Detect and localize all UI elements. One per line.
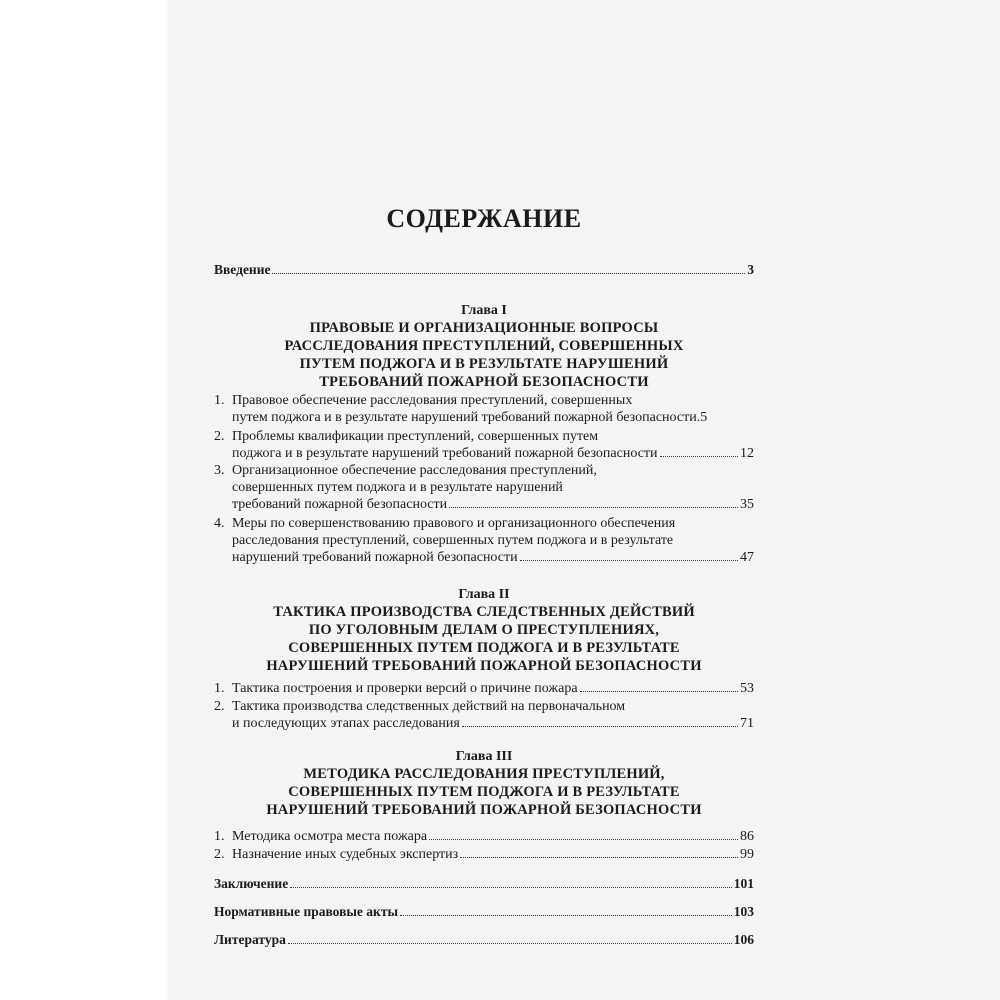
- chapter-heading-2: [214, 586, 754, 675]
- item-page: 53: [740, 681, 754, 696]
- item-number: 3.: [214, 463, 225, 478]
- page-title: СОДЕРЖАНИЕ: [386, 204, 582, 233]
- chapter-title-line: СОВЕРШЕННЫХ ПУТЕМ ПОДЖОГА И В РЕЗУЛЬТАТЕ: [288, 784, 680, 800]
- item-page: 12: [740, 446, 754, 461]
- dot-leader: [449, 507, 738, 508]
- item-page: 35: [740, 497, 754, 512]
- item-text-line: требований пожарной безопасности: [232, 497, 448, 512]
- toc-item-1-4: [214, 515, 754, 566]
- chapter-title-line: СОВЕРШЕННЫХ ПУТЕМ ПОДЖОГА И В РЕЗУЛЬТАТЕ: [288, 640, 680, 656]
- toc-entry-literature: [214, 932, 754, 948]
- dot-leader: [272, 273, 745, 274]
- item-number: 2.: [214, 847, 225, 862]
- item-text-line: Методика осмотра места пожара: [232, 829, 428, 844]
- chapter-title-line: ТРЕБОВАНИЙ ПОЖАРНОЙ БЕЗОПАСНОСТИ: [319, 374, 649, 390]
- toc-entry-normative-acts: [214, 904, 754, 920]
- item-page: 71: [740, 716, 754, 731]
- dot-leader: [660, 456, 738, 457]
- item-text-line: Тактика построения и проверки версий о причине пожара: [232, 681, 578, 696]
- chapter-heading-3: [214, 748, 754, 819]
- toc-item-3-1: [214, 828, 754, 845]
- dot-leader: [290, 887, 732, 888]
- toc-entry-page: 106: [733, 932, 754, 947]
- dot-leader: [462, 726, 738, 727]
- item-text-line: совершенных путем поджога и в результате нарушений: [232, 480, 563, 495]
- item-number: 4.: [214, 516, 225, 531]
- toc-item-1-3: [214, 462, 754, 513]
- item-number: 2.: [214, 699, 225, 714]
- chapter-label: Глава II: [458, 587, 510, 602]
- toc-item-2-2: [214, 698, 754, 732]
- item-text-line: и последующих этапах расследования: [232, 716, 460, 731]
- toc-item-2-1: [214, 680, 754, 697]
- toc-entry-intro: [214, 262, 754, 278]
- toc-entry-label: Литература: [214, 932, 286, 947]
- item-text-line: расследования преступлений, совершенных путем поджога и в результате: [232, 533, 674, 548]
- item-number: 1.: [214, 829, 225, 844]
- toc-entry-page: 101: [733, 876, 754, 891]
- toc-item-1-1: [214, 392, 754, 426]
- item-text-line: нарушений требований пожарной безопасности: [232, 550, 518, 565]
- item-page: 99: [740, 847, 754, 862]
- item-text-line: Организационное обеспечение расследования преступлений,: [232, 463, 597, 478]
- toc-item-1-2: [214, 428, 754, 462]
- toc-entry-label: Нормативные правовые акты: [214, 904, 398, 919]
- chapter-label: Глава III: [455, 749, 513, 764]
- item-text-line: Меры по совершенствованию правового и организационного обеспечения: [232, 516, 676, 531]
- chapter-title-line: ПРАВОВЫЕ И ОРГАНИЗАЦИОННЫЕ ВОПРОСЫ: [309, 320, 659, 336]
- toc-entry-conclusion: [214, 876, 754, 892]
- item-text-line: Правовое обеспечение расследования преступлений, совершенных: [232, 393, 633, 408]
- item-text-line: Проблемы квалификации преступлений, совершенных путем: [232, 429, 599, 444]
- chapter-title-line: ПУТЕМ ПОДЖОГА И В РЕЗУЛЬТАТЕ НАРУШЕНИЙ: [299, 356, 669, 372]
- item-text-line: поджога и в результате нарушений требований пожарной безопасности: [232, 446, 658, 461]
- chapter-label: Глава I: [461, 303, 507, 318]
- toc-entry-label: Заключение: [214, 876, 289, 891]
- chapter-title-line: НАРУШЕНИЙ ТРЕБОВАНИЙ ПОЖАРНОЙ БЕЗОПАСНОСТИ: [266, 802, 702, 818]
- toc-item-3-2: [214, 846, 754, 863]
- dot-leader: [288, 943, 732, 944]
- item-number: 1.: [214, 681, 225, 696]
- dot-leader: [460, 857, 738, 858]
- chapter-heading-1: [214, 302, 754, 391]
- toc-entry-label: Введение: [214, 262, 271, 277]
- dot-leader: [400, 915, 732, 916]
- dot-leader: [580, 691, 738, 692]
- item-text-line: путем поджога и в результате нарушений требований пожарной безопасности: [232, 410, 697, 425]
- chapter-title-line: ТАКТИКА ПРОИЗВОДСТВА СЛЕДСТВЕННЫХ ДЕЙСТВИЙ: [273, 604, 695, 620]
- item-number: 2.: [214, 429, 225, 444]
- chapter-title-line: РАССЛЕДОВАНИЯ ПРЕСТУПЛЕНИЙ, СОВЕРШЕННЫХ: [284, 338, 684, 354]
- item-text-line: Назначение иных судебных экспертиз: [232, 847, 459, 862]
- item-number: 1.: [214, 393, 225, 408]
- chapter-title-line: ПО УГОЛОВНЫМ ДЕЛАМ О ПРЕСТУПЛЕНИЯХ,: [308, 622, 660, 638]
- item-page: 47: [740, 550, 754, 565]
- chapter-title-line: МЕТОДИКА РАССЛЕДОВАНИЯ ПРЕСТУПЛЕНИЙ,: [303, 766, 665, 782]
- chapter-title-line: НАРУШЕНИЙ ТРЕБОВАНИЙ ПОЖАРНОЙ БЕЗОПАСНОСТИ: [266, 658, 702, 674]
- item-page: .5: [696, 410, 708, 425]
- toc-entry-page: 3: [747, 262, 754, 277]
- item-page: 86: [740, 829, 754, 844]
- book-page: [170, 0, 1000, 1000]
- dot-leader: [520, 560, 738, 561]
- item-text-line: Тактика производства следственных действий на первоначальном: [232, 699, 626, 714]
- dot-leader: [429, 839, 738, 840]
- toc-entry-page: 103: [733, 904, 754, 919]
